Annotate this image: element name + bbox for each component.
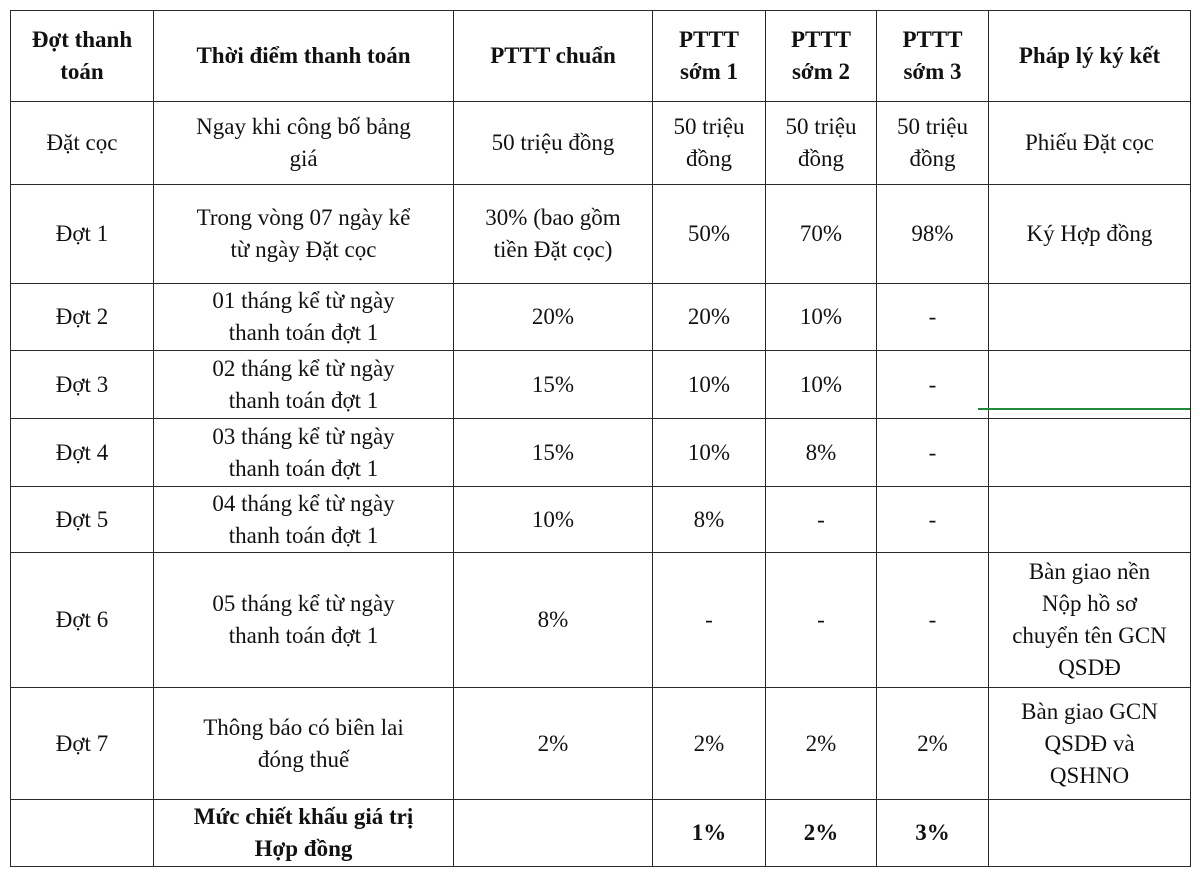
table-cell: Đợt 5 bbox=[11, 487, 154, 553]
table-cell: 02 tháng kể từ ngày thanh toán đợt 1 bbox=[154, 351, 454, 419]
table-row bbox=[11, 185, 1191, 284]
table-cell: 03 tháng kể từ ngày thanh toán đợt 1 bbox=[154, 419, 454, 487]
table-cell: 10% bbox=[653, 419, 766, 487]
table-cell: Ngay khi công bố bảng giá bbox=[154, 102, 454, 185]
table-cell: 8% bbox=[454, 553, 653, 688]
table-cell: 10% bbox=[653, 351, 766, 419]
table-cell: - bbox=[877, 419, 989, 487]
table-cell: 50 triệu đồng bbox=[766, 102, 877, 185]
table-cell: - bbox=[877, 553, 989, 688]
table-row bbox=[11, 688, 1191, 800]
table-cell: 01 tháng kể từ ngày thanh toán đợt 1 bbox=[154, 284, 454, 351]
table-cell: Đợt 4 bbox=[11, 419, 154, 487]
table-cell bbox=[989, 419, 1191, 487]
table-cell: Ký Hợp đồng bbox=[989, 185, 1191, 284]
table-cell: 2% bbox=[766, 688, 877, 800]
green-scan-mark bbox=[978, 408, 1190, 410]
table-cell: 15% bbox=[454, 419, 653, 487]
payment-schedule-table bbox=[10, 10, 1191, 867]
table-cell bbox=[989, 800, 1191, 867]
table-cell: 2% bbox=[454, 688, 653, 800]
discount-label: Mức chiết khấu giá trị Hợp đồng bbox=[154, 800, 454, 867]
table-cell: 05 tháng kể từ ngày thanh toán đợt 1 bbox=[154, 553, 454, 688]
discount-early-3: 3% bbox=[877, 800, 989, 867]
table-cell: 04 tháng kể từ ngày thanh toán đợt 1 bbox=[154, 487, 454, 553]
table-cell: 20% bbox=[653, 284, 766, 351]
table-cell: Đợt 7 bbox=[11, 688, 154, 800]
header-cell-early-method-1: PTTT sớm 1 bbox=[653, 11, 766, 102]
table-row bbox=[11, 102, 1191, 185]
table-cell: Thông báo có biên lai đóng thuế bbox=[154, 688, 454, 800]
discount-early-2: 2% bbox=[766, 800, 877, 867]
table-cell: - bbox=[877, 351, 989, 419]
table-cell: 70% bbox=[766, 185, 877, 284]
table-cell: 8% bbox=[653, 487, 766, 553]
table-cell: Phiếu Đặt cọc bbox=[989, 102, 1191, 185]
table-cell: 20% bbox=[454, 284, 653, 351]
header-cell-payment-round: Đợt thanh toán bbox=[11, 11, 154, 102]
table-cell: 10% bbox=[454, 487, 653, 553]
table-cell: 10% bbox=[766, 351, 877, 419]
table-row bbox=[11, 487, 1191, 553]
table-cell: 10% bbox=[766, 284, 877, 351]
table-cell: 8% bbox=[766, 419, 877, 487]
table-cell bbox=[11, 800, 154, 867]
table-cell: Đợt 6 bbox=[11, 553, 154, 688]
table-cell: 2% bbox=[653, 688, 766, 800]
header-cell-early-method-2: PTTT sớm 2 bbox=[766, 11, 877, 102]
header-cell-standard-method: PTTT chuẩn bbox=[454, 11, 653, 102]
discount-row bbox=[11, 800, 1191, 867]
header-cell-legal-signing: Pháp lý ký kết bbox=[989, 11, 1191, 102]
table-cell: 50 triệu đồng bbox=[454, 102, 653, 185]
table-cell: Đặt cọc bbox=[11, 102, 154, 185]
table-cell: Đợt 2 bbox=[11, 284, 154, 351]
discount-early-1: 1% bbox=[653, 800, 766, 867]
table-row bbox=[11, 284, 1191, 351]
table-cell: 50 triệu đồng bbox=[877, 102, 989, 185]
header-cell-early-method-3: PTTT sớm 3 bbox=[877, 11, 989, 102]
header-row bbox=[11, 11, 1191, 102]
table-cell: Trong vòng 07 ngày kể từ ngày Đặt cọc bbox=[154, 185, 454, 284]
header-cell-payment-time: Thời điểm thanh toán bbox=[154, 11, 454, 102]
table-cell: Đợt 1 bbox=[11, 185, 154, 284]
table-cell: Bàn giao GCN QSDĐ và QSHNO bbox=[989, 688, 1191, 800]
table-cell: 98% bbox=[877, 185, 989, 284]
table-cell: - bbox=[766, 553, 877, 688]
table-cell bbox=[989, 487, 1191, 553]
table-cell: Bàn giao nền Nộp hồ sơ chuyển tên GCN QSDĐ bbox=[989, 553, 1191, 688]
table-cell: 50% bbox=[653, 185, 766, 284]
table-row bbox=[11, 553, 1191, 688]
table-cell: - bbox=[877, 487, 989, 553]
table-cell: 50 triệu đồng bbox=[653, 102, 766, 185]
table-cell: 30% (bao gồm tiền Đặt cọc) bbox=[454, 185, 653, 284]
table-cell: 15% bbox=[454, 351, 653, 419]
table-cell bbox=[989, 284, 1191, 351]
table-row bbox=[11, 419, 1191, 487]
table-cell: - bbox=[877, 284, 989, 351]
table-cell bbox=[454, 800, 653, 867]
table-cell: Đợt 3 bbox=[11, 351, 154, 419]
table-cell: - bbox=[653, 553, 766, 688]
table-cell: - bbox=[766, 487, 877, 553]
table-cell: 2% bbox=[877, 688, 989, 800]
